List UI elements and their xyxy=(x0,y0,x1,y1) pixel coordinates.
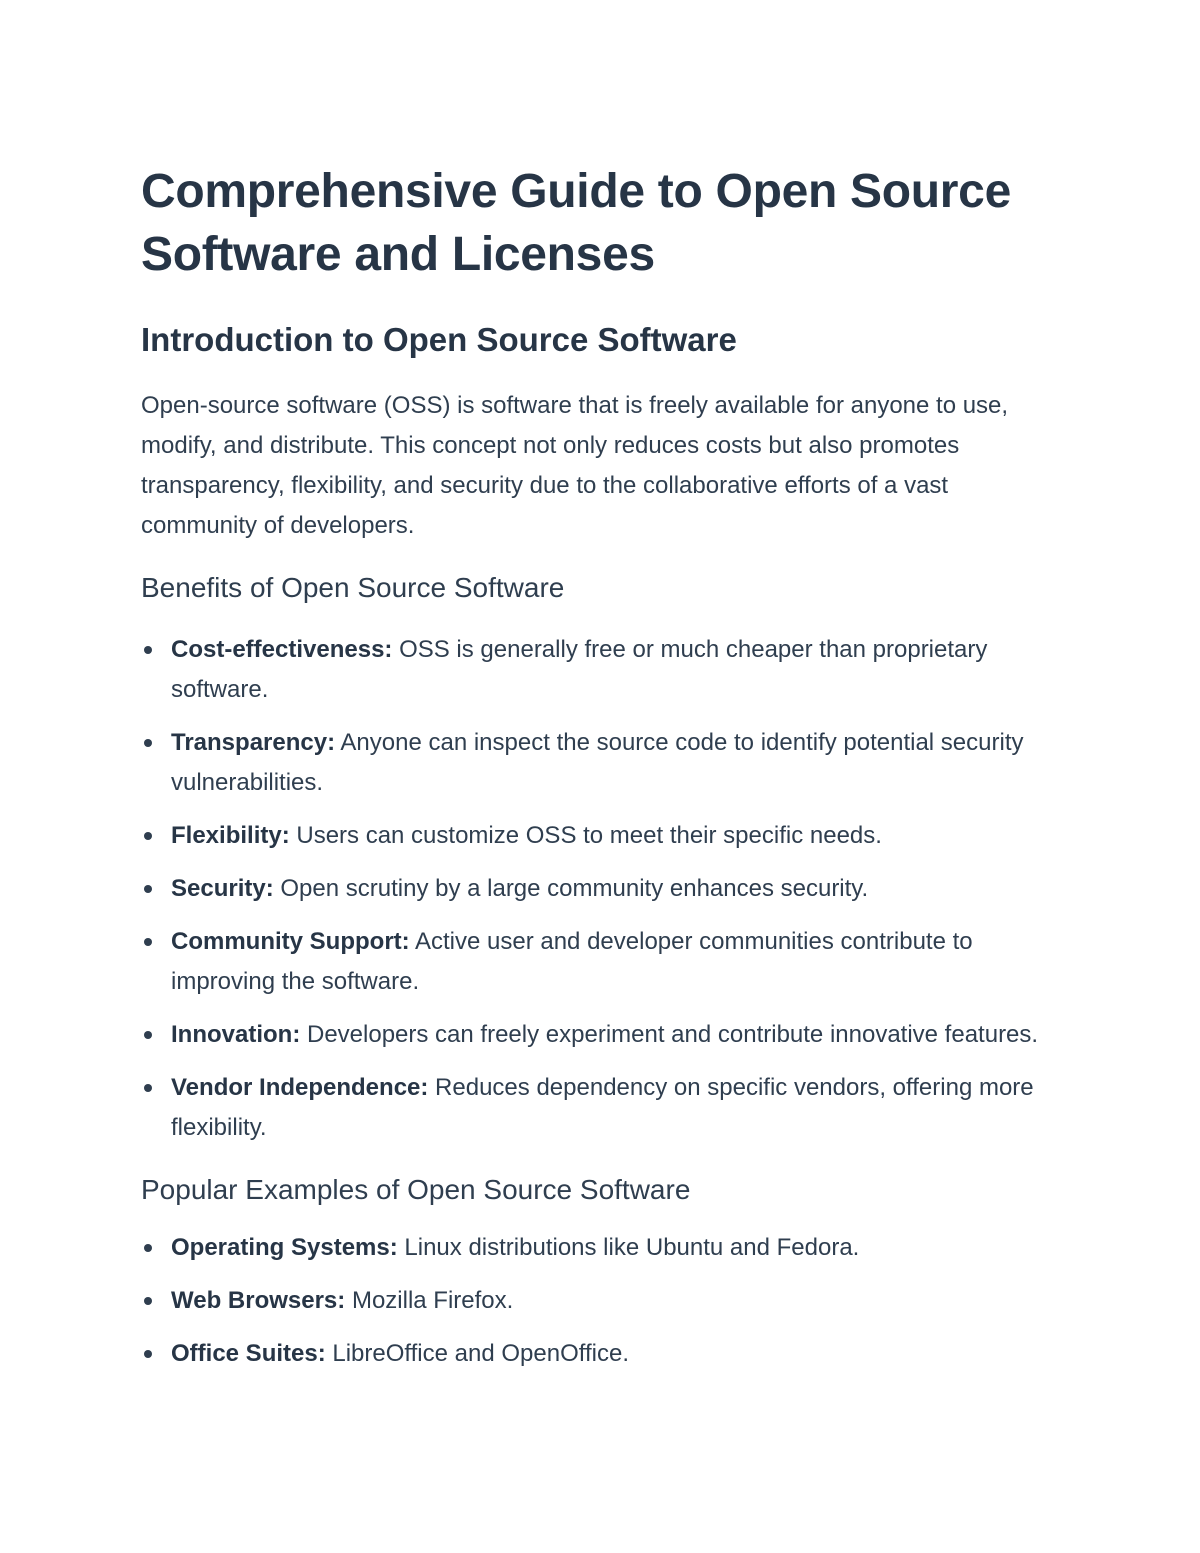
list-item-text: Open scrutiny by a large community enhances security. xyxy=(273,875,869,902)
list-item-term: Cost-effectiveness: xyxy=(171,636,393,663)
list-item-term: Flexibility: xyxy=(171,822,290,849)
list-item-term: Innovation: xyxy=(171,1021,301,1048)
benefits-list xyxy=(141,630,1061,1148)
list-item xyxy=(141,1228,1061,1268)
list-item xyxy=(141,630,1061,710)
list-item xyxy=(141,922,1061,1002)
list-item-term: Vendor Independence: xyxy=(171,1074,429,1101)
list-item-term: Office Suites: xyxy=(171,1340,326,1367)
list-item-text: Linux distributions like Ubuntu and Fedora. xyxy=(397,1234,860,1261)
list-item-term: Community Support: xyxy=(171,928,410,955)
list-item xyxy=(141,1281,1061,1321)
examples-list xyxy=(141,1228,1061,1374)
list-item-term: Security: xyxy=(171,875,274,902)
list-item-text: Mozilla Firefox. xyxy=(345,1287,514,1314)
subheading-benefits: Benefits of Open Source Software xyxy=(141,572,565,603)
list-item-text: Users can customize OSS to meet their specific needs. xyxy=(289,822,882,849)
list-item xyxy=(141,869,1061,909)
list-item-text: LibreOffice and OpenOffice. xyxy=(325,1340,629,1367)
subheading-examples: Popular Examples of Open Source Software xyxy=(141,1174,691,1205)
list-item xyxy=(141,723,1061,803)
intro-paragraph: Open-source software (OSS) is software that is freely available for anyone to use, modify, and distribute. This concept not only reduces costs but also promotes transparency, flexibility, and security due to the collaborative efforts of a vast community of developers. xyxy=(141,392,1009,539)
list-item xyxy=(141,1015,1061,1055)
section-heading-intro: Introduction to Open Source Software xyxy=(141,321,737,358)
list-item-term: Web Browsers: xyxy=(171,1287,346,1314)
document-title: Comprehensive Guide to Open Source Software and Licenses xyxy=(141,165,1011,281)
list-item-text: Developers can freely experiment and contribute innovative features. xyxy=(300,1021,1039,1048)
list-item-text: OSS is generally free or much cheaper than proprietary software. xyxy=(171,636,988,703)
list-item-text: Active user and developer communities contribute to improving the software. xyxy=(171,928,973,995)
list-item-text: Anyone can inspect the source code to identify potential security vulnerabilities. xyxy=(171,729,1024,796)
list-item-term: Transparency: xyxy=(171,729,336,756)
list-item xyxy=(141,816,1061,856)
list-item-term: Operating Systems: xyxy=(171,1234,398,1261)
list-item xyxy=(141,1068,1061,1148)
document-page xyxy=(141,160,1061,1374)
list-item-text: Reduces dependency on specific vendors, offering more flexibility. xyxy=(171,1074,1034,1141)
list-item xyxy=(141,1334,1061,1374)
